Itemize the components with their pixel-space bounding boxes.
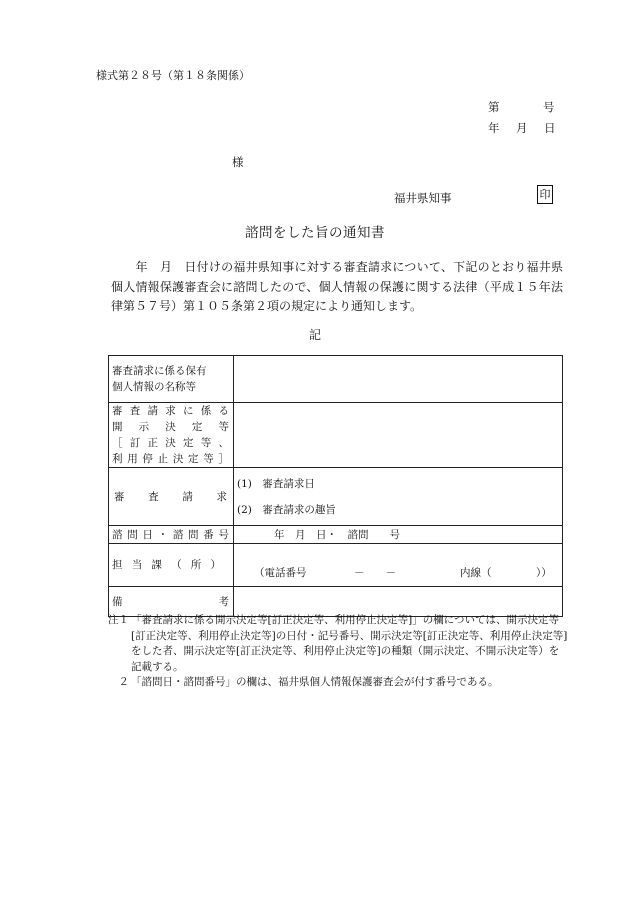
note-number: 注１: [108, 614, 129, 626]
label-char: 訂: [129, 437, 141, 449]
body-paragraph: 年 月 日付けの福井県知事に対する審査請求について、下記のとおり福井県個人情報保護審査会に諮問したので、個人情報の保護に関する法律（平成１５年法律第５７号）第１０５条第２項の規定により通知します。: [111, 260, 563, 313]
sender-name: 福井県知事: [394, 191, 452, 205]
label-char: （: [171, 559, 182, 571]
label-remarks: [109, 587, 234, 617]
label-protected-info: [109, 356, 234, 403]
label-char: 考: [218, 595, 229, 608]
table-row: [109, 468, 563, 526]
label-char: 審: [112, 405, 123, 417]
label-char: 定: [188, 453, 199, 465]
extension-close: ））: [536, 567, 552, 579]
label-char: 所: [190, 559, 202, 571]
label-char: 用: [127, 453, 138, 465]
table-row: [109, 526, 563, 544]
information-table: [108, 355, 563, 617]
label-line: 審査請求に係る保有: [112, 365, 207, 377]
label-char: 等: [200, 437, 212, 449]
label-char: 、: [218, 437, 229, 449]
label-char: 請: [182, 490, 193, 503]
ki-heading: 記: [308, 328, 321, 342]
label-char: 担: [112, 559, 123, 571]
label-char: 当: [131, 559, 143, 571]
value-consultation-date: [234, 526, 563, 544]
value-review-request: [234, 468, 563, 526]
note-text: 「諮問日・諮問番号」の欄は、福井県個人情報保護審査会が付す番号である。: [131, 676, 499, 689]
value-disclosure-decision: [234, 403, 563, 468]
label-line: [112, 557, 229, 573]
label-line: [112, 527, 229, 543]
label-char: 問: [188, 528, 199, 541]
note-number: ２: [108, 676, 129, 689]
label-char: 開: [112, 421, 123, 433]
table-row: [109, 356, 563, 403]
consultation-date-format: 年 月 日・ 諮問 号: [274, 529, 400, 541]
review-purpose-item: (2) 審査請求の趣旨: [237, 503, 336, 516]
label-char: 係: [200, 405, 212, 417]
recipient-line: 様: [232, 155, 244, 169]
label-disclosure-decision: [109, 403, 234, 468]
label-char: 等: [203, 453, 214, 465]
document-title: 諮問をした旨の通知書: [245, 225, 385, 241]
review-date-item: (1) 審査請求日: [237, 477, 315, 490]
value-department: [234, 544, 563, 587]
label-line: [112, 451, 229, 467]
label-char: 求: [216, 490, 227, 503]
label-char: 査: [129, 405, 141, 417]
label-char: 備: [112, 595, 123, 608]
label-char: 号: [218, 528, 229, 541]
label-review-request: [109, 468, 234, 526]
label-char: に: [183, 405, 194, 417]
table-row: [109, 403, 563, 468]
label-department: [109, 544, 234, 587]
label-char: ）: [210, 559, 221, 571]
date-day: 日: [544, 121, 556, 135]
label-char: 番: [203, 528, 214, 541]
label-char: 求: [165, 405, 176, 417]
note-item: [108, 675, 568, 691]
label-char: 正: [147, 437, 158, 449]
label-char: 決: [165, 421, 176, 433]
note-item: [108, 613, 568, 675]
form-number: 様式第２８号（第１８条関係）: [96, 69, 250, 82]
label-char: 問: [127, 528, 138, 541]
table-row: [109, 587, 563, 617]
label-char: 示: [138, 421, 150, 433]
label-char: 審: [114, 490, 125, 503]
label-char: 日: [142, 528, 153, 541]
date-year: 年: [488, 121, 500, 135]
label-line: [112, 435, 229, 451]
table-row: [109, 544, 563, 587]
label-char: 請: [147, 405, 158, 417]
label-char: 等: [218, 421, 229, 433]
phone-label: （電話番号: [254, 567, 307, 579]
label-text: 個人情報の名称等: [112, 381, 196, 393]
label-char: 課: [151, 559, 162, 571]
label-char: ・: [157, 528, 169, 541]
label-line: [112, 594, 229, 610]
label-consultation-date: [109, 526, 234, 544]
date-month: 月: [516, 121, 528, 135]
label-char: 止: [157, 453, 169, 465]
label-char: 決: [172, 453, 184, 465]
label-char: ］: [218, 453, 229, 465]
label-char: ［: [112, 437, 123, 449]
label-char: 査: [148, 490, 159, 503]
label-char: 停: [142, 453, 153, 465]
extension-label: 内線（: [460, 567, 492, 579]
note-text: 「審査請求に係る開示決定等[訂正決定等、利用停止決定等]」の欄については、開示決定等[訂正決定等、利用停止決定等]の日付・記号番号、開示決定等[訂正決定等、利用停止決定等]をした者、開示決定等[訂正決定等、利用停止決定等]の種類（開示決定、不開示決定等）を記載する。: [131, 614, 568, 673]
notes-section: [108, 613, 568, 691]
label-char: 決: [165, 437, 176, 449]
label-char: 定: [191, 421, 203, 433]
label-char: 定: [183, 437, 194, 449]
seal-stamp: 印: [537, 185, 553, 204]
label-char: 利: [112, 453, 123, 465]
number-prefix: 第: [488, 100, 500, 114]
label-char: る: [218, 405, 229, 417]
phone-dashes: － －: [354, 567, 396, 579]
label-char: 諮: [112, 528, 123, 541]
value-protected-info: [234, 356, 563, 403]
label-line: [112, 379, 229, 395]
label-line: [112, 489, 229, 505]
label-line: [112, 403, 229, 419]
label-line: [112, 419, 229, 435]
value-remarks: [234, 587, 563, 617]
label-char: 諮: [172, 528, 184, 541]
number-suffix: 号: [543, 100, 555, 114]
